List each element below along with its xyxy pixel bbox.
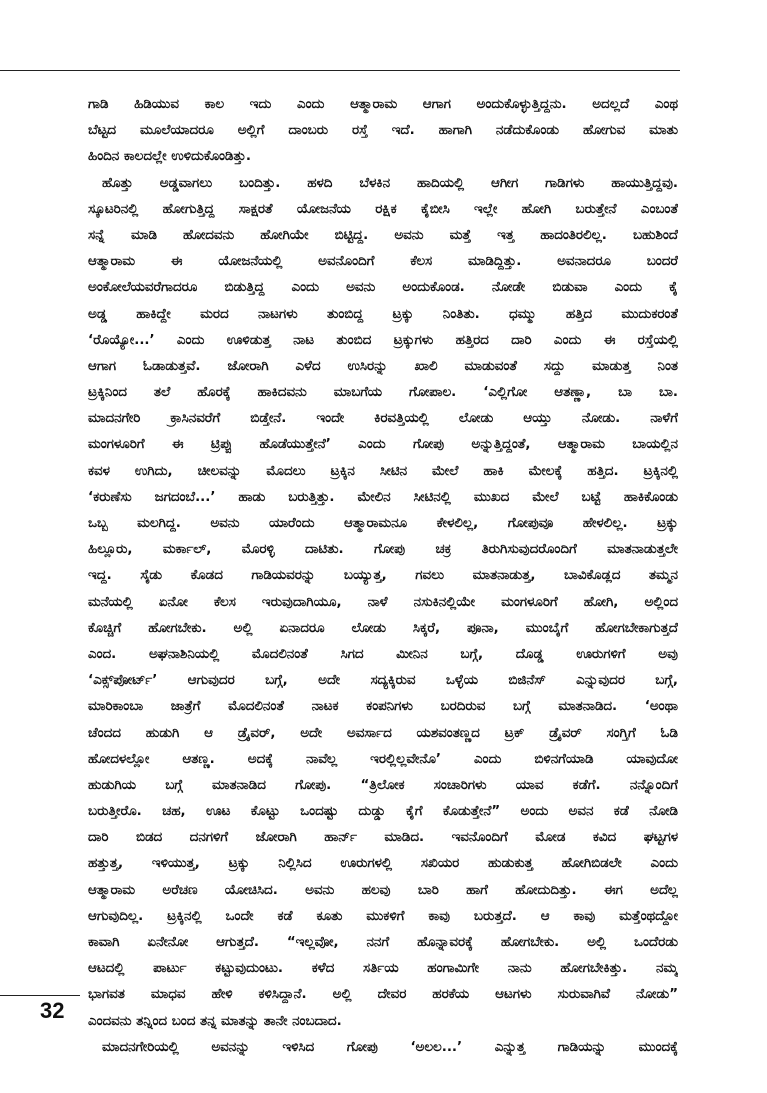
text-line: ಮಾದನಗೇರಿಯಲ್ಲಿ ಅವನನ್ನು ಇಳಿಸಿದ ಗೋಪು ‘ಅಲಲ...’ ಎನ್ನುತ್ತ ಗಾಡಿಯನ್ನು ಮುಂದಕ್ಕೆ: [102, 1039, 678, 1055]
bottom-divider-rule: [0, 995, 80, 996]
text-line: ಟ್ರಕ್ಕಿನಿಂದ ತಲೆ ಹೊರಕ್ಕೆ ಹಾಕಿದವನು ಮಾಬಗೆಯ ಗೋಪಾಲ. ‘ಎಲ್ಲಿಗೋ ಆತಣ್ಣಾ, ಬಾ ಬಾ.: [88, 385, 678, 401]
text-line: ಇದ್ದ. ಸೈಡು ಕೊಡದ ಗಾಡಿಯವರನ್ನು ಬಯ್ಯುತ್ತ, ಗವಲು ಮಾತನಾಡುತ್ತ, ಬಾವಿಕೊಡ್ಲದ ತಮ್ಮನ: [88, 568, 678, 584]
text-line: ಎಂದವನು ತನ್ನಿಂದ ಬಂದ ತನ್ನ ಮಾತನ್ನು ತಾನೇ ನಂಬದಾದ.: [88, 1013, 342, 1029]
text-line: ಆಗುವುದಿಲ್ಲ. ಟ್ರಕ್ಕಿನಲ್ಲಿ ಒಂದೇ ಕಡೆ ಕೂತು ಮುಕಳಿಗೆ ಕಾವು ಬರುತ್ತದೆ. ಆ ಕಾವು ಮತ್ತೆಂಥದ್ದೋ: [88, 908, 678, 924]
text-line: ಒಬ್ಬ ಮಲಗಿದ್ದ. ಅವನು ಯಾರೆಂದು ಆತ್ಮಾರಾಮನೂ ಕೇಳಲಿಲ್ಲ, ಗೋಪುವೂ ಹೇಳಲಿಲ್ಲ. ಟ್ರಕ್ಕು: [88, 516, 678, 531]
text-line: ಆಟದಲ್ಲಿ ಪಾರ್ಟು ಕಟ್ಟುವುದುಂಟು. ಕಳೆದ ಸರ್ತಿಯ ಹಂಗಾಮಿಗೇ ನಾನು ಹೋಗಬೇಕಿತ್ತು. ನಮ್ಮ: [88, 961, 678, 977]
text-line: ಸ್ಕೂಟರಿನಲ್ಲಿ ಹೋಗುತ್ತಿದ್ದ ಸಾಕ್ಷರತೆ ಯೋಜನೆಯ ರಕ್ಷಿಕ ಕೈಬೀಸಿ ಇಲ್ಲೇ ಹೋಗಿ ಬರುತ್ತೇನೆ ಎಂಬಂತೆ: [88, 201, 678, 217]
text-line: ಮಾದನಗೇರಿ ಕ್ರಾಸಿನವರೆಗೆ ಬಿಡ್ತೇನೆ. ಇಂದೇ ಕಿರವತ್ತಿಯಲ್ಲಿ ಲೋಡು ಆಯ್ತು ನೋಡು. ನಾಳೆಗೆ: [88, 411, 678, 427]
top-divider-rule: [0, 70, 680, 71]
text-line: ಹುಡುಗಿಯ ಬಗ್ಗೆ ಮಾತನಾಡಿದ ಗೋಪು. “ತ್ರಿಲೋಕ ಸಂಚಾರಿಗಳು ಯಾವ ಕಡೆಗೆ. ನನ್ನೊಂದಿಗೆ: [88, 777, 678, 793]
text-line: ಕೊಚ್ಚಿಗೆ ಹೋಗಬೇಕು. ಅಲ್ಲಿ ಏನಾದರೂ ಲೋಡು ಸಿಕ್ಕರೆ, ಪೂನಾ, ಮುಂಬೈಗೆ ಹೋಗಬೇಕಾಗುತ್ತದೆ: [88, 620, 678, 636]
text-line: ‘ಕರುಣೆಸು ಜಗದಂಬೆ...’ ಹಾಡು ಬರುತ್ತಿತ್ತು. ಮೇಲಿನ ಸೀಟಿನಲ್ಲಿ ಮುಖದ ಮೇಲೆ ಬಟ್ಟೆ ಹಾಕಿಕೊಂಡು: [88, 489, 678, 505]
text-line: ಮಾರಿಕಾಂಬಾ ಜಾತ್ರೆಗೆ ಮೊದಲಿನಂತೆ ನಾಟಕ ಕಂಪನಿಗಳು ಬರದಿರುವ ಬಗ್ಗೆ ಮಾತನಾಡಿದ. ‘ಅಂಥಾ: [88, 699, 678, 715]
text-line: ಮನೆಯಲ್ಲಿ ಏನೋ ಕೆಲಸ ಇರುವುದಾಗಿಯೂ, ನಾಳೆ ನಸುಕಿನಲ್ಲಿಯೇ ಮಂಗಳೂರಿಗೆ ಹೋಗಿ, ಅಲ್ಲಿಂದ: [88, 594, 678, 610]
text-line: ಸನ್ನೆ ಮಾಡಿ ಹೋದವನು ಹೋಗಿಯೇ ಬಿಟ್ಟಿದ್ದ. ಅವನು ಮತ್ತೆ ಇತ್ತ ಹಾದಂತಿರಲಿಲ್ಲ. ಬಹುಶಿಂದೆ: [88, 227, 678, 243]
text-line: ಬರುತ್ತೀರೊ. ಚಹ, ಊಟ ಕೊಟ್ಟು ಒಂದಷ್ಟು ದುಡ್ಡು ಕೈಗೆ ಕೊಡುತ್ತೇನೆ” ಅಂದು ಅವನ ಕಡೆ ನೋಡಿ: [88, 804, 678, 820]
text-line: ಮಂಗಳೂರಿಗೆ ಈ ಟ್ರಿಪ್ಪು ಹೊಡೆಯುತ್ತೇನೆ’ ಎಂದು ಗೋಪು ಅನ್ನುತ್ತಿದ್ದಂತೆ, ಆತ್ಮಾರಾಮ ಬಾಯಲ್ಲಿನ: [88, 437, 678, 453]
text-line: ಬೆಟ್ಟದ ಮೂಲೆಯಾದರೂ ಅಲ್ಲಿಗೆ ದಾಂಬರು ರಸ್ತೆ ಇದೆ. ಹಾಗಾಗಿ ನಡೆದುಕೊಂಡು ಹೋಗುವ ಮಾತು: [88, 123, 678, 139]
text-line: ‘ಎಕ್ಸ್‌ಪೋರ್ಟ್’ ಆಗುವುದರ ಬಗ್ಗೆ, ಅದೇ ಸದ್ಯಕ್ಕಿರುವ ಒಳ್ಳೆಯ ಬಿಜಿನೆಸ್ ಎನ್ನುವುದರ ಬಗ್ಗೆ,: [88, 673, 678, 689]
text-line: ಹಿಲ್ಲೂರು, ಮರ್ಕಾಲ್, ಮೊರಳ್ಳಿ ದಾಟಿತು. ಗೋಪು ಚಕ್ರ ತಿರುಗಿಸುವುದರೊಂದಿಗೆ ಮಾತನಾಡುತ್ತಲೇ: [88, 542, 678, 558]
text-line: ಅಂಕೋಲೆಯವರೆಗಾದರೂ ಬಿಡುತ್ತಿದ್ದ ಎಂದು ಅವನು ಅಂದುಕೊಂಡ. ನೋಡೇ ಬಿಡುವಾ ಎಂದು ಕೈ: [88, 280, 678, 296]
text-line: ಹೊತ್ತು ಅಡ್ಡವಾಗಲು ಬಂದಿತ್ತು. ಹಳದಿ ಬೆಳಕಿನ ಹಾದಿಯಲ್ಲಿ ಆಗೀಗ ಗಾಡಿಗಳು ಹಾಯುತ್ತಿದ್ದವು.: [102, 175, 678, 191]
text-line: ದಾರಿ ಬಿಡದ ದನಗಳಿಗೆ ಜೋರಾಗಿ ಹಾರ್ನ್ ಮಾಡಿದ. ಇವನೊಂದಿಗೆ ಮೋಡ ಕವಿದ ಘಟ್ಟಗಳ: [88, 830, 678, 846]
text-line: ಅಡ್ಡ ಹಾಕಿದ್ದೇ ಮರದ ನಾಟಗಳು ತುಂಬಿದ್ದ ಟ್ರಕ್ಕು ನಿಂತಿತು. ಧಮ್ಮು ಹತ್ತಿದ ಮುದುಕರಂತೆ: [88, 306, 678, 322]
text-line: ಹಿಂದಿನ ಕಾಲದಲ್ಲೇ ಉಳಿದುಕೊಂಡಿತ್ತು.: [88, 149, 251, 165]
text-line: ‘ರೊಯ್ಯೋ...’ ಎಂದು ಊಳಿಡುತ್ತ ನಾಟ ತುಂಬಿದ ಟ್ರಕ್ಕುಗಳು ಹತ್ತಿರದ ದಾರಿ ಎಂದು ಈ ರಸ್ತೆಯಲ್ಲಿ: [88, 332, 678, 348]
text-line: ಭಾಗವತ ಮಾಧವ ಹೇಳಿ ಕಳಿಸಿದ್ದಾನೆ. ಅಲ್ಲಿ ದೇವರ ಹರಕೆಯ ಆಟಗಳು ಸುರುವಾಗಿವೆ ನೋಡು”: [88, 987, 678, 1003]
text-line: ಚೆಂದದ ಹುಡುಗಿ ಆ ಡ್ರೈವರ್, ಅದೇ ಅವರ್ಸಾದ ಯಶವಂತಣ್ಣದ ಟ್ರಕ್ ಡ್ರೈವರ್ ಸಂಗ್ತಿಗೆ ಓಡಿ: [88, 725, 678, 741]
text-line: ಕಾವಾಗಿ ಏನೇನೋ ಆಗುತ್ತದೆ. “ಇಲ್ಲವೋ, ನನಗೆ ಹೊನ್ನಾವರಕ್ಕೆ ಹೋಗಬೇಕು. ಅಲ್ಲಿ ಒಂದೆರಡು: [88, 935, 678, 950]
text-line: ಆತ್ಮಾರಾಮ ಈ ಯೋಜನೆಯಲ್ಲಿ ಅವನೊಂದಿಗೆ ಕೆಲಸ ಮಾಡಿದ್ದಿತ್ತು. ಅವನಾದರೂ ಬಂದರೆ: [88, 254, 678, 270]
page-number: 32: [40, 998, 65, 1023]
text-line: ಹತ್ತುತ್ತ, ಇಳಿಯುತ್ತ, ಟ್ರಕ್ಕು ನಿಲ್ಲಿಸಿದ ಊರುಗಳಲ್ಲಿ ಸಖಿಯರ ಹುಡುಕುತ್ತ ಹೋಗಿಬಿಡಲೇ ಎಂದು: [88, 856, 678, 872]
text-line: ಹೋದಳಲ್ಲೋ ಆತಣ್ಣ. ಅದಕ್ಕೆ ನಾವೆಲ್ಲ ಇರಲ್ಲಿಲ್ಲವೇನೊ’ ಎಂದು ಬಿಳಿನಗೆಯಾಡಿ ಯಾವುದೋ: [88, 751, 678, 767]
text-line: ಆಗಾಗ ಓಡಾಡುತ್ತವೆ. ಜೋರಾಗಿ ಎಳೆದ ಉಸಿರನ್ನು ಖಾಲಿ ಮಾಡುವಂತೆ ಸದ್ದು ಮಾಡುತ್ತ ನಿಂತ: [88, 358, 678, 374]
text-line: ಗಾಡಿ ಹಿಡಿಯುವ ಕಾಲ ಇದು ಎಂದು ಆತ್ಮಾರಾಮ ಆಗಾಗ ಅಂದುಕೊಳ್ಳುತ್ತಿದ್ದನು. ಅದಲ್ಲದೆ ಎಂಥ: [88, 97, 678, 112]
text-line: ಆತ್ಮಾರಾಮ ಅರೆಚಣ ಯೋಚಿಸಿದ. ಅವನು ಹಲವು ಬಾರಿ ಹಾಗೆ ಹೋದುದಿತ್ತು. ಈಗ ಅದೆಲ್ಲ: [88, 882, 678, 898]
text-line: ಕವಳ ಉಗಿದು, ಚೀಲವನ್ನು ಮೊದಲು ಟ್ರಕ್ಕಿನ ಸೀಟಿನ ಮೇಲೆ ಹಾಕಿ ಮೇಲಕ್ಕೆ ಹತ್ತಿದ. ಟ್ರಕ್ಕಿನಲ್ಲಿ: [88, 463, 678, 479]
body-text: [88, 92, 678, 1061]
text-line: ಎಂದ. ಅಘನಾಶಿನಿಯಲ್ಲಿ ಮೊದಲಿನಂತೆ ಸಿಗದ ಮೀನಿನ ಬಗ್ಗೆ, ದೊಡ್ಡ ಊರುಗಳಿಗೆ ಅವು: [88, 646, 678, 662]
